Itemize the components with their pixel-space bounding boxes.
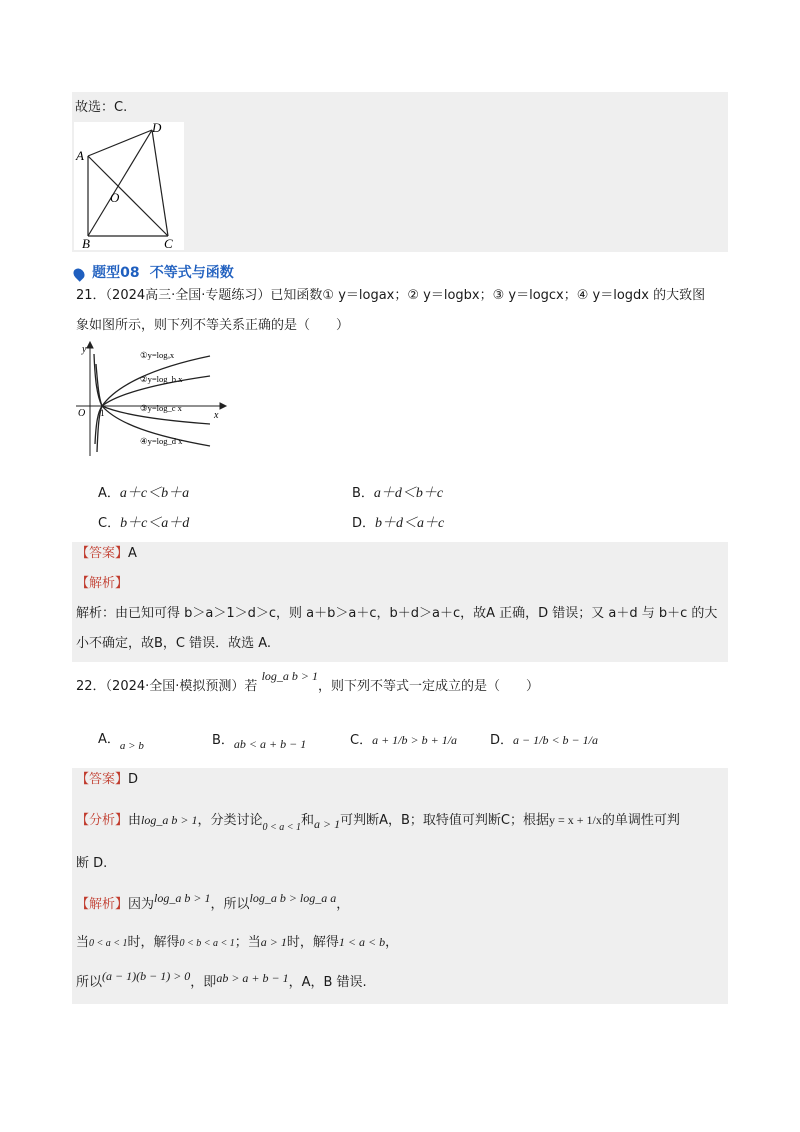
q21-analysis-line2: 小不确定，故B，C 错误．故选 A. bbox=[76, 636, 272, 651]
q21-option-C[interactable] bbox=[98, 514, 189, 534]
q22-answer bbox=[76, 770, 138, 790]
option-letter: C． bbox=[350, 733, 373, 748]
section-header bbox=[74, 262, 234, 285]
q22-stem-post: ，则下列不等式一定成立的是（ ） bbox=[318, 679, 540, 694]
answer-value: A bbox=[128, 546, 137, 561]
q21-answer bbox=[76, 544, 137, 564]
q22-option-B[interactable] bbox=[212, 730, 306, 751]
answer-label: 【答案】 bbox=[76, 546, 129, 561]
conclusion-text: 所以 bbox=[76, 975, 103, 990]
fenxi-math: a > 1 bbox=[314, 817, 341, 831]
case-math: a > 1 bbox=[260, 935, 287, 949]
jiexi-label: 【解析】 bbox=[76, 897, 129, 912]
graph-one: 1 bbox=[100, 408, 105, 418]
q21-option-A[interactable] bbox=[98, 484, 189, 504]
case-text: 时，解得 bbox=[127, 935, 180, 950]
q22-conclusion-line bbox=[76, 969, 367, 993]
q21-analysis-line1: 解析：由已知可得 b＞a＞1＞d＞c，则 a＋b＞a＋c，b＋d＞a＋c，故A 正确，D 错误；又 a＋d 与 b＋c 的大 bbox=[76, 606, 718, 621]
option-text: b＋d＜a＋c bbox=[375, 516, 445, 531]
option-text: a − 1/b < b − 1/a bbox=[513, 733, 598, 747]
q22-source: （2024·全国·模拟预测） bbox=[105, 679, 245, 694]
option-text: a + 1/b > b + 1/a bbox=[372, 733, 458, 747]
fenxi-text: 可判断A，B；取特值可判断C；根据 bbox=[340, 813, 549, 828]
option-letter: B． bbox=[212, 733, 234, 748]
q22-jiexi-line bbox=[76, 891, 350, 915]
q21-stem-1: 已知函数① y＝logax；② y＝logbx；③ y＝logcx；④ y＝logdx 的大致图 bbox=[270, 288, 706, 303]
conclusion-math: (a − 1)(b − 1) > 0 bbox=[102, 969, 191, 983]
section-title: 不等式与函数 bbox=[149, 265, 234, 281]
fenxi-text: ，分类讨论 bbox=[197, 813, 263, 828]
curve-label-4: ④y=log_d x bbox=[140, 436, 183, 446]
curve-label-1: ①y=logₐx bbox=[140, 350, 175, 360]
q22-fenxi-line2: 断 D. bbox=[76, 856, 108, 871]
curve-label-2: ②y=log_b x bbox=[140, 374, 183, 384]
case-math: 0 < b < a < 1 bbox=[179, 938, 235, 949]
q21-number: 21． bbox=[76, 288, 106, 303]
q22-option-C[interactable] bbox=[350, 730, 457, 751]
case-text: ， bbox=[385, 935, 399, 950]
label-A: A bbox=[76, 148, 84, 163]
option-letter: B． bbox=[352, 486, 374, 501]
prev-answer-block bbox=[72, 92, 728, 252]
q22-number: 22． bbox=[76, 679, 106, 694]
q21-stem-line1 bbox=[76, 286, 705, 306]
case-text: 时，解得 bbox=[286, 935, 339, 950]
label-D: D bbox=[152, 122, 162, 135]
q22-option-D[interactable] bbox=[490, 730, 598, 751]
section-prefix: 题型08 bbox=[92, 265, 140, 281]
label-C: C bbox=[164, 236, 173, 250]
fenxi-math: y = x + 1/x bbox=[549, 813, 602, 827]
q21-solution-block bbox=[72, 542, 728, 662]
option-text: a＋c＜b＋a bbox=[119, 486, 190, 501]
answer-value: D bbox=[128, 772, 139, 787]
label-B: B bbox=[82, 236, 90, 250]
q22-condition: log_a b > 1 bbox=[261, 669, 318, 683]
fenxi-math: 0 < a < 1 bbox=[262, 822, 301, 833]
option-letter: A． bbox=[98, 732, 120, 747]
fenxi-text: 由 bbox=[128, 813, 142, 828]
jiexi-math: log_a b > 1 bbox=[154, 891, 211, 905]
case-text: ；当 bbox=[234, 935, 261, 950]
case-math: 0 < a < 1 bbox=[89, 938, 128, 949]
fenxi-text: 和 bbox=[300, 813, 314, 828]
q22-stem-pre: 若 bbox=[244, 679, 258, 694]
option-text: b＋c＜a＋d bbox=[120, 516, 190, 531]
quadrilateral-figure bbox=[74, 122, 184, 250]
option-text: a > b bbox=[119, 740, 144, 752]
label-O: O bbox=[110, 190, 120, 205]
q22-solution-block bbox=[72, 768, 728, 1004]
case-text: 当 bbox=[76, 935, 90, 950]
case-math: 1 < a < b bbox=[338, 935, 386, 949]
q22-option-A[interactable] bbox=[98, 730, 144, 750]
option-text: ab < a + b − 1 bbox=[233, 737, 307, 751]
fenxi-label: 【分析】 bbox=[76, 813, 129, 828]
option-letter: D． bbox=[490, 733, 514, 748]
jiexi-text: ，所以 bbox=[210, 897, 250, 912]
conclusion-math: ab > a + b − 1 bbox=[216, 971, 289, 985]
q21-stem-line2: 象如图所示，则下列不等关系正确的是（ ） bbox=[76, 318, 350, 333]
option-letter: A． bbox=[98, 486, 120, 501]
q22-case-line bbox=[76, 932, 398, 954]
option-text: a＋d＜b＋c bbox=[373, 486, 444, 501]
fenxi-text: 的单调性可判 bbox=[601, 813, 680, 828]
q21-option-D[interactable] bbox=[352, 514, 444, 534]
graph-origin: O bbox=[78, 408, 86, 419]
jiexi-text: 因为 bbox=[128, 897, 155, 912]
graph-axis-y: y bbox=[82, 344, 87, 355]
jiexi-text: ， bbox=[336, 897, 350, 912]
log-graph bbox=[72, 340, 232, 460]
prev-answer-text: 故选：C. bbox=[75, 100, 128, 115]
q21-analysis-label: 【解析】 bbox=[76, 576, 129, 591]
graph-axis-x: x bbox=[214, 410, 219, 421]
q22-fenxi-line1 bbox=[76, 810, 680, 832]
option-letter: D． bbox=[352, 516, 376, 531]
jiexi-math: log_a b > log_a a bbox=[249, 891, 337, 905]
conclusion-text: ，即 bbox=[190, 975, 217, 990]
curve-label-3: ③y=log_c x bbox=[140, 403, 182, 413]
q21-source: （2024高三·全国·专题练习） bbox=[105, 288, 271, 303]
conclusion-text: ，A，B 错误. bbox=[288, 975, 367, 990]
answer-label: 【答案】 bbox=[76, 772, 129, 787]
fenxi-math: log_a b > 1 bbox=[141, 813, 198, 827]
q21-option-B[interactable] bbox=[352, 484, 443, 504]
q22-stem bbox=[76, 669, 540, 697]
option-letter: C． bbox=[98, 516, 121, 531]
pin-icon bbox=[71, 266, 87, 282]
